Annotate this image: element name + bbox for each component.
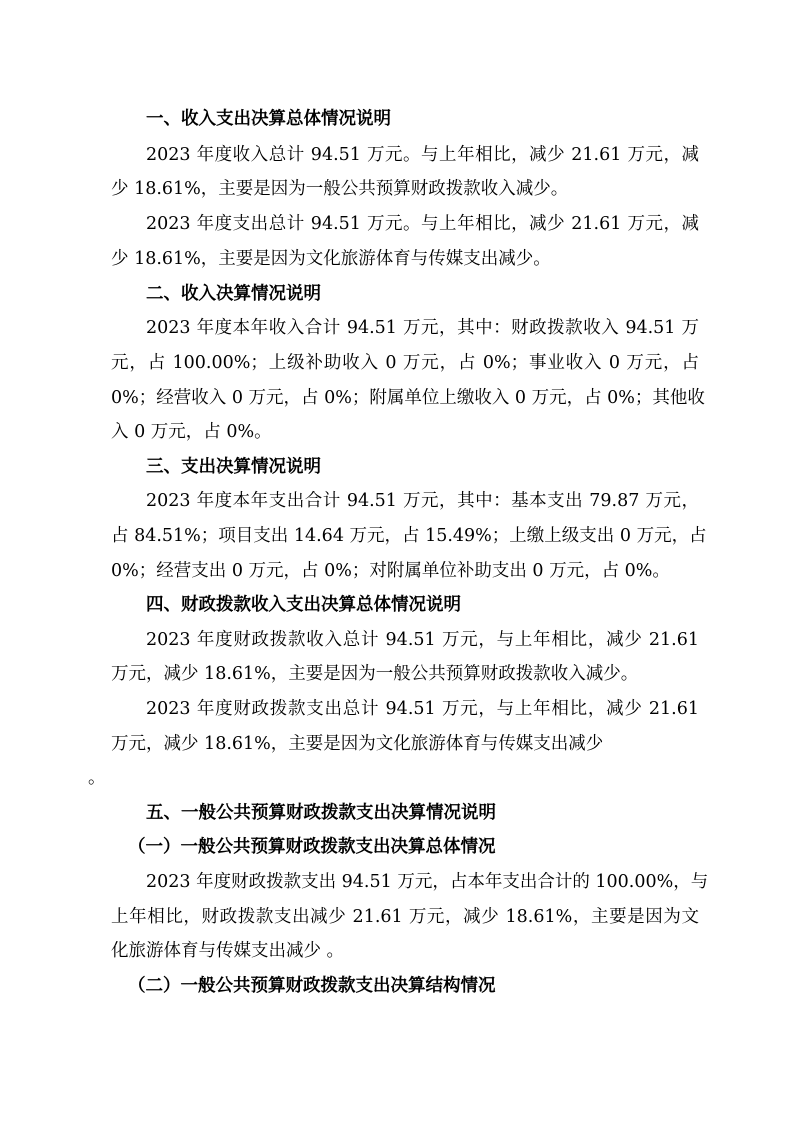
paragraph-line: 上年相比，财政拨款支出减少 21.61 万元，减少 18.61%，主要是因为文 [111,907,699,927]
paragraph-line: 少 18.61%，主要是因为文化旅游体育与传媒支出减少。 [111,249,551,269]
paragraph-line: 占 84.51%；项目支出 14.64 万元，占 15.49%；上缴上级支出 0 万元，占 [111,526,707,546]
paragraph-line: 2023 年度支出总计 94.51 万元。与上年相比，减少 21.61 万元，减 [146,214,699,234]
section-heading: 四、财政拨款收入支出决算总体情况说明 [146,595,461,615]
section-heading: 五、一般公共预算财政拨款支出决算情况说明 [146,803,496,823]
paragraph-line: 2023 年度财政拨款支出总计 94.51 万元，与上年相比，减少 21.61 [146,699,699,719]
section-heading: 三、支出决算情况说明 [146,457,321,477]
paragraph-line: 2023 年度财政拨款支出 94.51 万元，占本年支出合计的 100.00%，与 [146,872,709,892]
paragraph-line: 少 18.61%，主要是因为一般公共预算财政拨款收入减少。 [111,179,569,199]
paragraph-line: 2023 年度本年收入合计 94.51 万元，其中：财政拨款收入 94.51 万 [146,318,699,338]
paragraph-line: 万元，减少 18.61%，主要是因为一般公共预算财政拨款收入减少。 [111,664,639,684]
paragraph-line: 2023 年度本年支出合计 94.51 万元，其中：基本支出 79.87 万元， [146,491,699,511]
paragraph-line: 元，占 100.00%；上级补助收入 0 万元，占 0%；事业收入 0 万元，占 [111,353,699,373]
paragraph-line: 0%；经营支出 0 万元，占 0%；对附属单位补助支出 0 万元，占 0%。 [111,561,670,581]
section-heading: 一、收入支出决算总体情况说明 [146,109,391,129]
paragraph-line: 2023 年度财政拨款收入总计 94.51 万元，与上年相比，减少 21.61 [146,630,699,650]
subsection-heading: （一）一般公共预算财政拨款支出决算总体情况 [128,837,496,857]
subsection-heading: （二）一般公共预算财政拨款支出决算结构情况 [128,976,496,996]
section-heading: 二、收入决算情况说明 [146,284,321,304]
paragraph-line: 。 [88,768,106,788]
paragraph-line: 0%；经营收入 0 万元，占 0%；附属单位上缴收入 0 万元，占 0%；其他收 [111,388,705,408]
paragraph-line: 入 0 万元，占 0%。 [111,422,272,442]
paragraph-line: 2023 年度收入总计 94.51 万元。与上年相比，减少 21.61 万元，减 [146,145,699,165]
paragraph-line: 化旅游体育与传媒支出减少 。 [111,941,345,961]
paragraph-line: 万元，减少 18.61%，主要是因为文化旅游体育与传媒支出减少 [111,734,604,754]
